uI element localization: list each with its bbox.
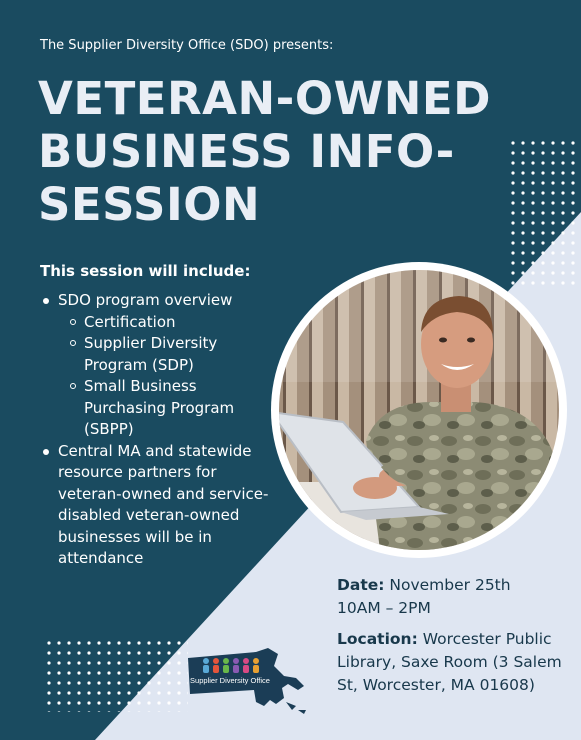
bullet-icon [43, 298, 49, 304]
date-label: Date: [337, 576, 385, 594]
time-value: 10AM – 2PM [337, 599, 431, 617]
list-subitem [40, 333, 275, 376]
dot-pattern-bottom-left [46, 640, 188, 712]
list-subitem [40, 312, 275, 334]
event-title [38, 72, 558, 231]
session-topics-list [40, 290, 275, 570]
presents-line: The Supplier Diversity Office (SDO) presents: [40, 38, 334, 53]
bullet-icon [43, 449, 49, 455]
list-subitem-text: Small Business Purchasing Program (SBPP) [84, 377, 235, 438]
hollow-bullet-icon [70, 340, 76, 346]
date-value: November 25th [389, 576, 511, 594]
event-details [337, 574, 577, 705]
date-block [337, 574, 577, 620]
list-item [40, 290, 275, 312]
sdo-logo-massachusetts-map [186, 640, 310, 724]
title-line-2: BUSINESS INFO- [38, 125, 455, 178]
list-item [40, 441, 275, 570]
list-subitem-text: Supplier Diversity Program (SDP) [84, 334, 218, 374]
location-label: Location: [337, 630, 418, 648]
list-subitem [40, 376, 275, 441]
location-block [337, 628, 577, 697]
title-line-1: VETERAN-OWNED [38, 72, 491, 125]
include-heading: This session will include: [40, 262, 251, 280]
title-line-3: SESSION [38, 178, 261, 231]
hollow-bullet-icon [70, 383, 76, 389]
veteran-photo [271, 262, 567, 558]
list-item-text: SDO program overview [58, 291, 233, 309]
location-value: Worcester Public Library, Saxe Room (3 Salem St, Worcester, MA 01608) [337, 630, 562, 694]
list-item-text: Central MA and statewide resource partners for veteran-owned and service-disabled veteran-owned businesses will be in attendance [58, 441, 269, 567]
hollow-bullet-icon [70, 319, 76, 325]
logo-text: Supplier Diversity Office [190, 676, 270, 685]
list-subitem-text: Certification [84, 312, 176, 331]
